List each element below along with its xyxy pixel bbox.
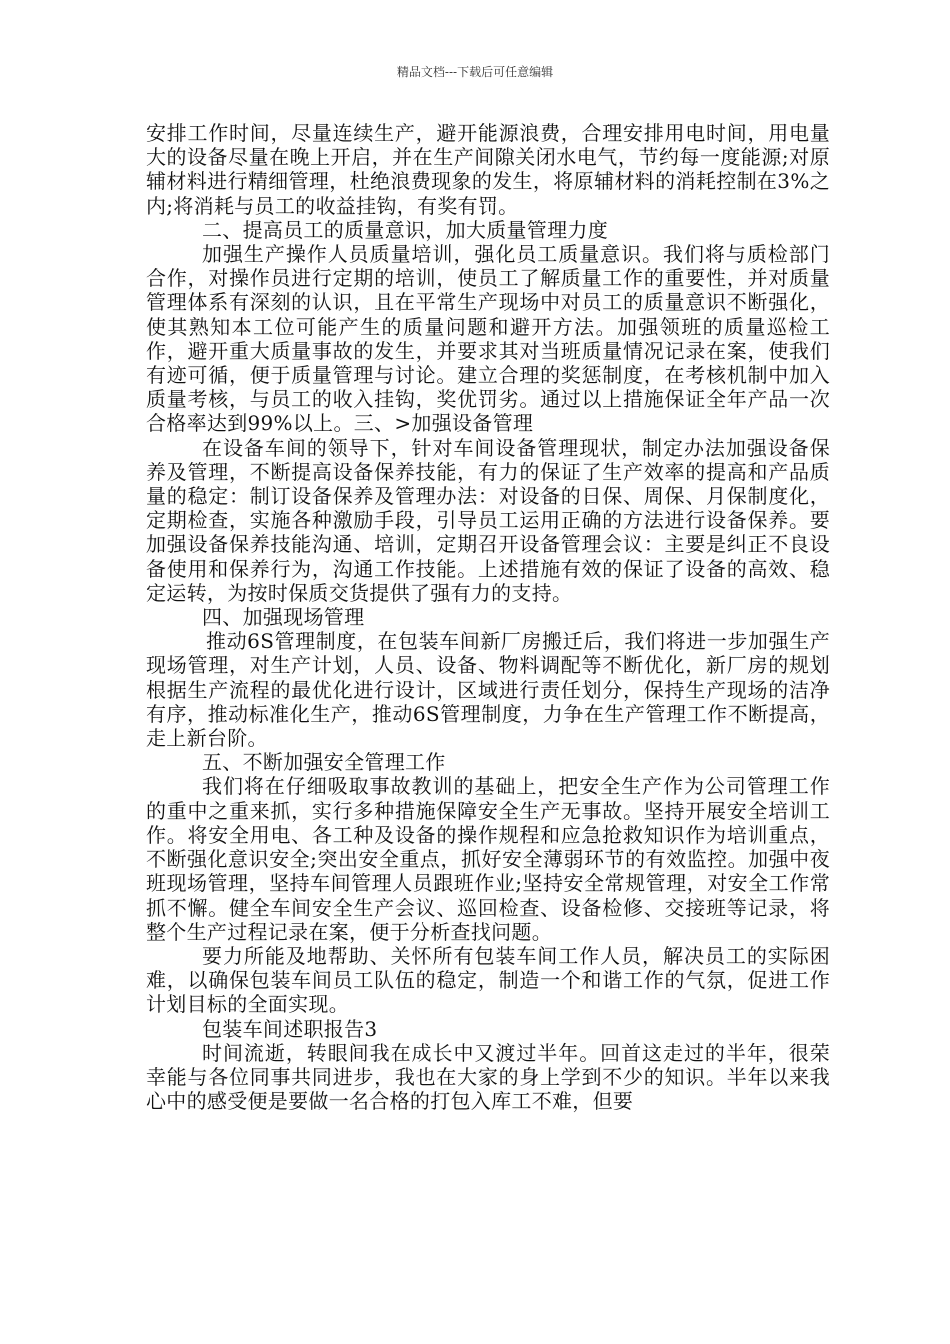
section-heading-site-management: 四、加强现场管理 xyxy=(202,605,365,630)
paragraph-energy-materials: 安排工作时间，尽量连续生产，避开能源浪费，合理安排用电时间，用电量大的设备尽量在晚上开启，并在生产间隙关闭水电气，节约每一度能源;对原辅材料进行精细管理，杜绝浪费现象的发生，将原辅材料的消耗控制在3%之内;将消耗与员工的收益挂钩，有奖有罚。 xyxy=(146,121,830,218)
paragraph-quality-training: 加强生产操作人员质量培训，强化员工质量意识。我们将与质检部门合作，对操作员进行定期的培训，使员工了解质量工作的重要性，并对质量管理体系有深刻的认识，且在平常生产现场中对员工的质量意识不断强化，使其熟知本工位可能产生的质量问题和避开方法。加强领班的质量巡检工作，避开重大质量事故的发生，并要求其对当班质量情况记录在案，使我们有迹可循，便于质量管理与讨论。建立合理的奖惩制度，在考核机制中加入质量考核，与员工的收入挂钩，奖优罚劣。通过以上措施保证全年产品一次合格率达到99%以上。三、>加强设备管理 xyxy=(146,242,830,436)
paragraph-equipment-management: 在设备车间的领导下，针对车间设备管理现状，制定办法加强设备保养及管理，不断提高设备保养技能，有力的保证了生产效率的提高和产品质量的稳定：制订设备保养及管理办法：对设备的日保、周保、月保制度化，定期检查，实施各种激励手段，引导员工运用正确的方法进行设备保养。要加强设备保养技能沟通、培训，定期召开设备管理会议：主要是纠正不良设备使用和保养行为，沟通工作技能。上述措施有效的保证了设备的高效、稳定运转，为按时保质交货提供了强有力的支持。 xyxy=(146,435,830,605)
section-heading-quality: 二、提高员工的质量意识，加大质量管理力度 xyxy=(202,217,608,242)
section-heading-safety: 五、不断加强安全管理工作 xyxy=(202,750,446,775)
paragraph-6s-management: 推动6S管理制度，在包装车间新厂房搬迁后，我们将进一步加强生产现场管理，对生产计划，人员、设备、物料调配等不断优化，新厂房的规划根据生产流程的最优化进行设计，区域进行责任划分，保持生产现场的洁净有序，推动标准化生产，推动6S管理制度，力争在生产管理工作不断提高，走上新台阶。 xyxy=(146,629,830,751)
paragraph-employee-care: 要力所能及地帮助、关怀所有包装车间工作人员，解决员工的实际困难，以确保包装车间员工队伍的稳定，制造一个和谐工作的气氛，促进工作计划目标的全面实现。 xyxy=(146,943,830,1017)
page-header: 精品文档---下载后可任意编辑 xyxy=(396,65,554,79)
paragraph-safety-management: 我们将在仔细吸取事故教训的基础上，把安全生产作为公司管理工作的重中之重来抓，实行多种措施保障安全生产无事故。坚持开展安全培训工作。将安全用电、各工种及设备的操作规程和应急抢救知识作为培训重点，不断强化意识安全;突出安全重点，抓好安全薄弱环节的有效监控。加强中夜班现场管理，坚持车间管理人员跟班作业;坚持安全常规管理，对安全工作常抓不懈。健全车间安全生产会议、巡回检查、设备检修、交接班等记录，将整个生产过程记录在案，便于分析查找问题。 xyxy=(146,774,830,944)
report-title-3: 包装车间述职报告3 xyxy=(202,1016,378,1041)
document-body xyxy=(146,121,830,1113)
paragraph-half-year-review: 时间流逝，转眼间我在成长中又渡过半年。回首这走过的半年，很荣幸能与各位同事共同进步，我也在大家的身上学到不少的知识。半年以来我心中的感受便是要做一名合格的打包入库工不难，但要 xyxy=(146,1040,830,1114)
